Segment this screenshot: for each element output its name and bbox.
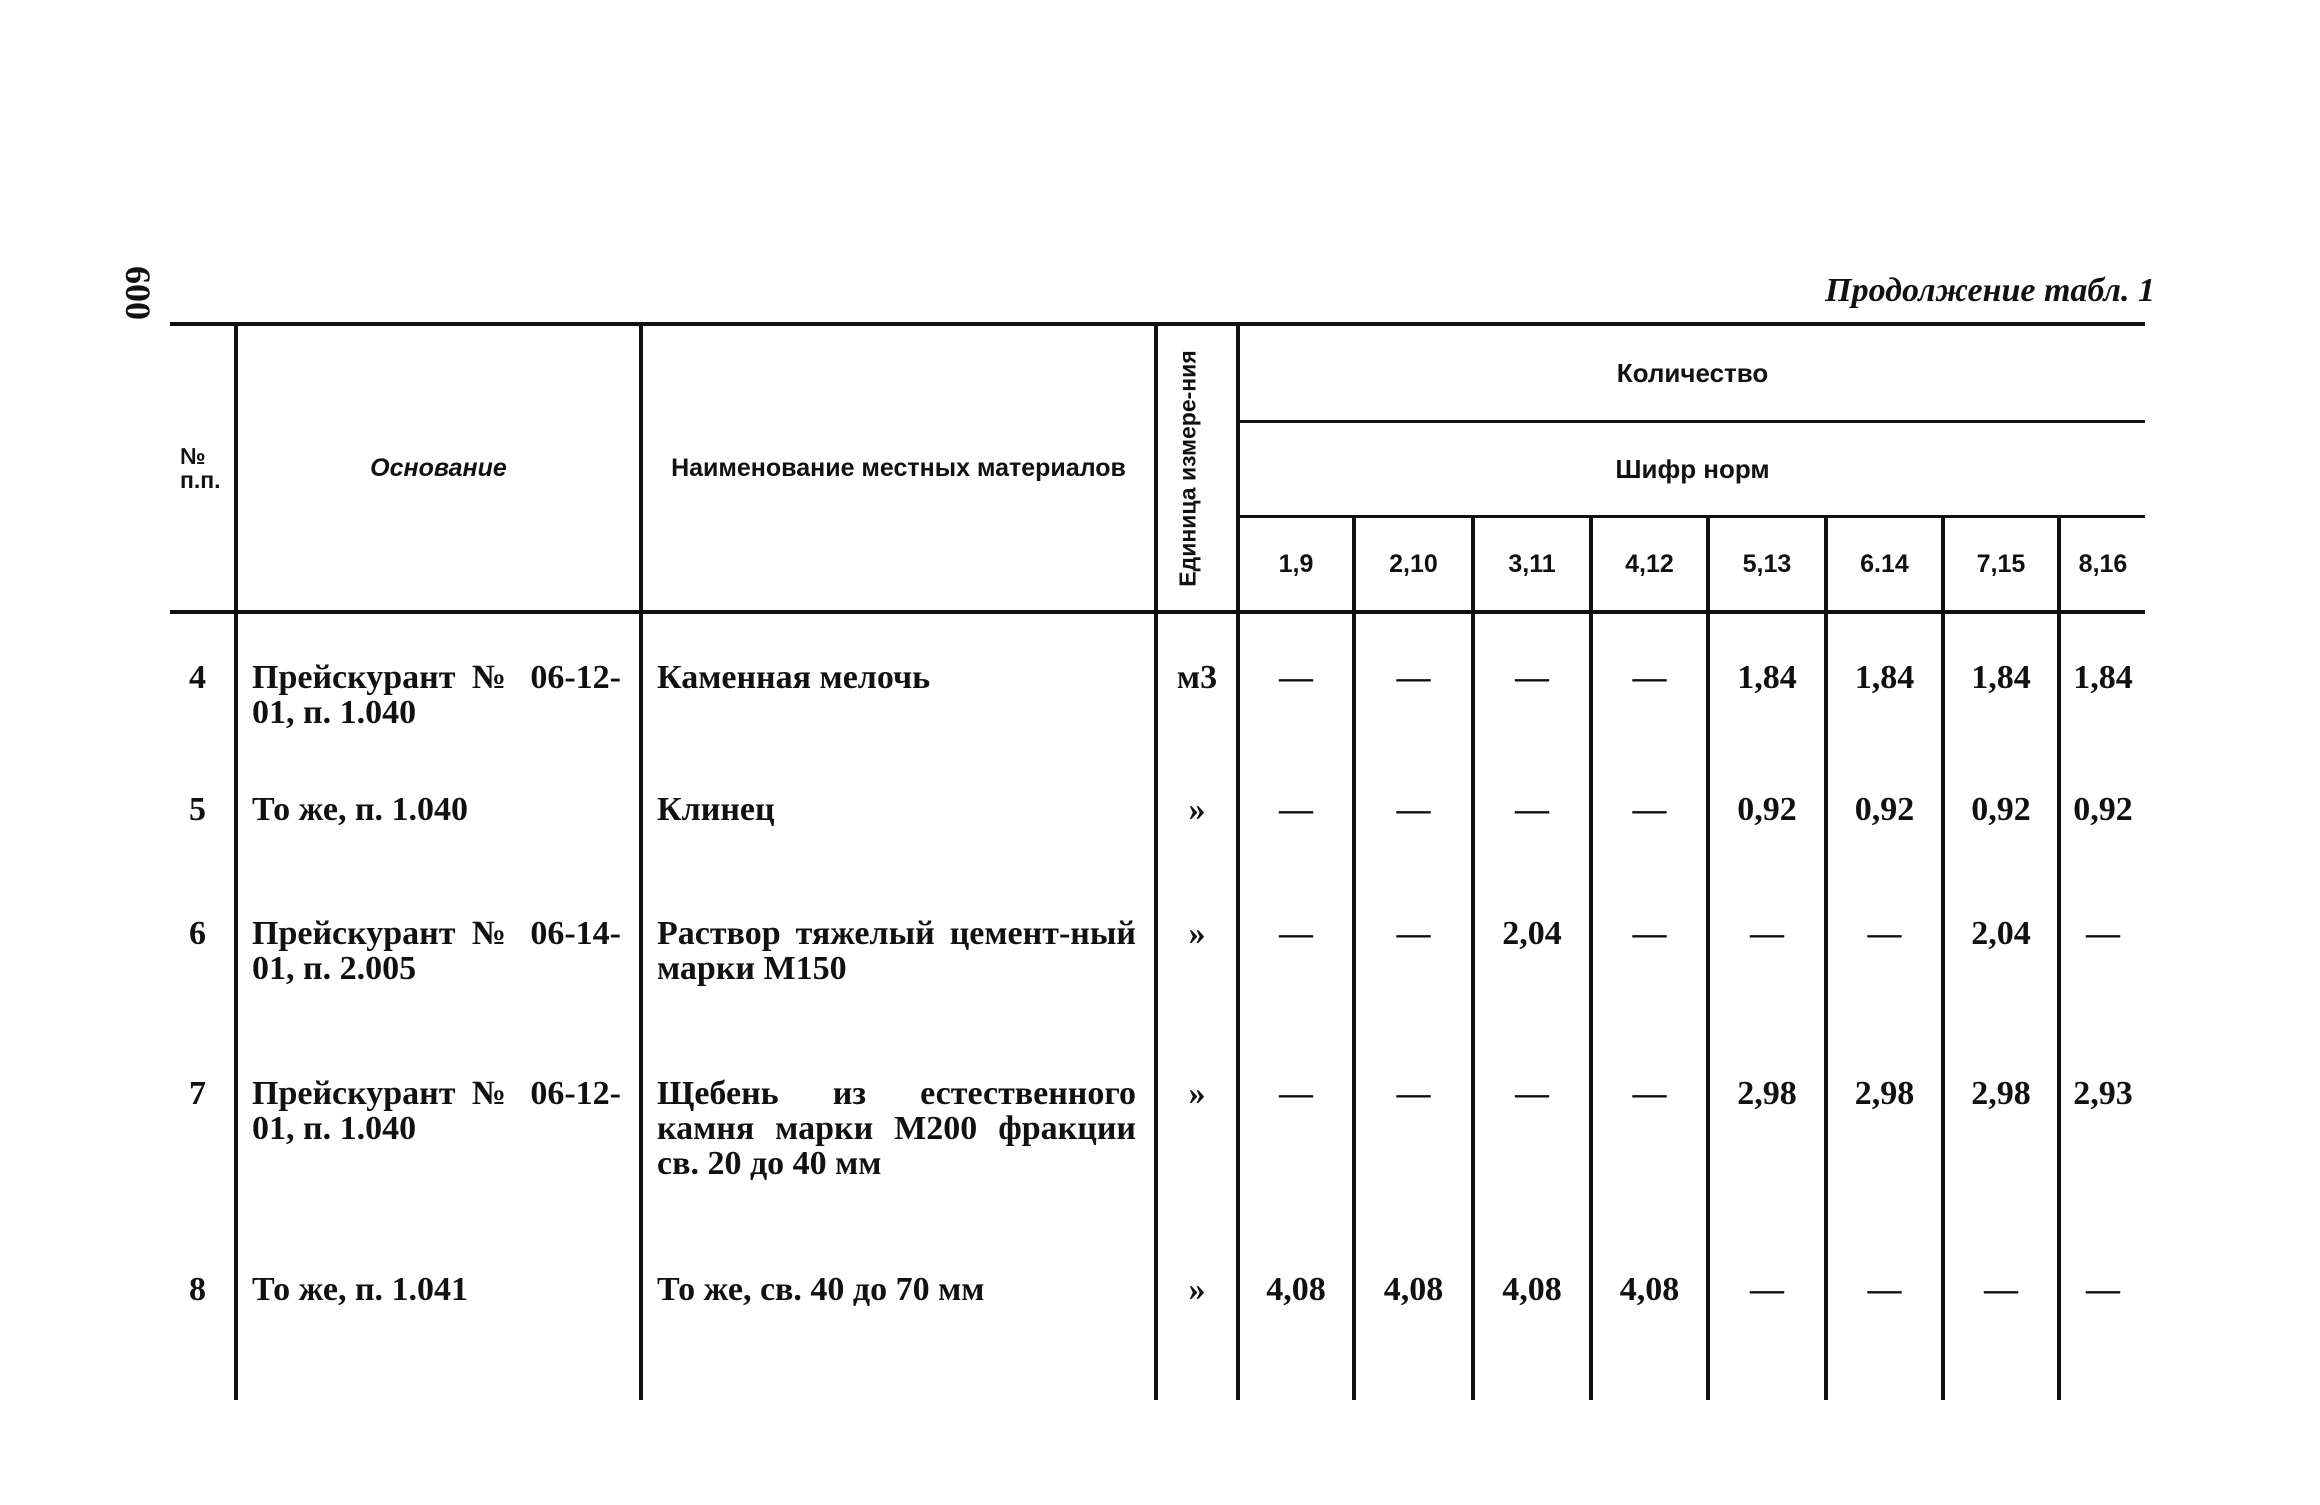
row-value: 2,98 [1943,1056,2059,1252]
row-material: Щебень из естественного камня марки М200 фракции св. 20 до 40 мм [641,1056,1156,1252]
code-header: 2,10 [1354,517,1473,613]
row-value: — [1354,772,1473,896]
row-unit: » [1156,1252,1238,1400]
row-basis: Прейскурант № 06-12-01, п. 1.040 [236,1056,641,1252]
code-header: 8,16 [2059,517,2145,613]
table-row [170,612,2145,772]
row-value: — [1238,1056,1354,1252]
code-header: 3,11 [1473,517,1591,613]
row-material: Каменная мелочь [641,612,1156,772]
row-basis: Прейскурант № 06-12-01, п. 1.040 [236,612,641,772]
row-value: 4,08 [1473,1252,1591,1400]
row-value: — [2059,896,2145,1056]
row-value: — [1238,896,1354,1056]
row-value: — [1591,772,1708,896]
row-basis: То же, п. 1.040 [236,772,641,896]
row-value: — [1473,772,1591,896]
row-value: — [1708,896,1826,1056]
header-number: № п.п. [170,324,236,612]
row-material: То же, св. 40 до 70 мм [641,1252,1156,1400]
row-value: — [1591,1056,1708,1252]
row-value: — [1591,612,1708,772]
header-unit [1156,324,1238,612]
header-basis: Основание [236,324,641,612]
row-material: Раствор тяжелый цемент-ный марки М150 [641,896,1156,1056]
row-number: 5 [189,791,206,828]
row-basis: Прейскурант № 06-14-01, п. 2.005 [236,896,641,1056]
row-value: — [1238,612,1354,772]
header-unit-text: Единица измере-ния [1174,349,1201,587]
row-value: — [1354,1056,1473,1252]
page-number: 600 [118,266,158,320]
table-row [170,1252,2145,1400]
row-value: 1,84 [1943,612,2059,772]
header-quantity: Количество [1238,324,2145,422]
code-header: 6.14 [1826,517,1943,613]
row-value: — [1354,612,1473,772]
table-row [170,772,2145,896]
row-unit: » [1156,896,1238,1056]
row-value: 4,08 [1238,1252,1354,1400]
row-number: 8 [189,1271,206,1308]
row-value: 0,92 [2059,772,2145,896]
row-value: — [1943,1252,2059,1400]
code-header: 1,9 [1238,517,1354,613]
row-basis: То же, п. 1.041 [236,1252,641,1400]
code-header: 7,15 [1943,517,2059,613]
row-number: 4 [189,659,206,696]
row-value: 4,08 [1591,1252,1708,1400]
row-value: — [1354,896,1473,1056]
row-value: 2,98 [1708,1056,1826,1252]
row-value: — [1826,1252,1943,1400]
row-unit: » [1156,772,1238,896]
row-value: 1,84 [1826,612,1943,772]
row-value: — [1238,772,1354,896]
materials-table [170,322,2145,1400]
code-header: 5,13 [1708,517,1826,613]
row-value: 2,04 [1473,896,1591,1056]
row-value: — [1591,896,1708,1056]
row-value: — [1826,896,1943,1056]
row-value: 4,08 [1354,1252,1473,1400]
row-value: 0,92 [1826,772,1943,896]
row-value: 2,93 [2059,1056,2145,1252]
row-material: Клинец [641,772,1156,896]
row-value: — [1708,1252,1826,1400]
table-continuation-label: Продолжение табл. 1 [1825,272,2155,309]
table-row [170,896,2145,1056]
row-value: 2,98 [1826,1056,1943,1252]
row-unit: » [1156,1056,1238,1252]
row-value: 0,92 [1708,772,1826,896]
code-header: 4,12 [1591,517,1708,613]
table-row [170,1056,2145,1252]
header-material-name: Наименование местных материалов [641,324,1156,612]
row-value: — [2059,1252,2145,1400]
row-number: 7 [189,1075,206,1112]
row-value: — [1473,1056,1591,1252]
row-value: — [1473,612,1591,772]
row-value: 0,92 [1943,772,2059,896]
row-value: 2,04 [1943,896,2059,1056]
row-value: 1,84 [2059,612,2145,772]
row-number: 6 [189,915,206,952]
row-value: 1,84 [1708,612,1826,772]
header-norm-code: Шифр норм [1238,422,2145,517]
row-unit: м3 [1156,612,1238,772]
